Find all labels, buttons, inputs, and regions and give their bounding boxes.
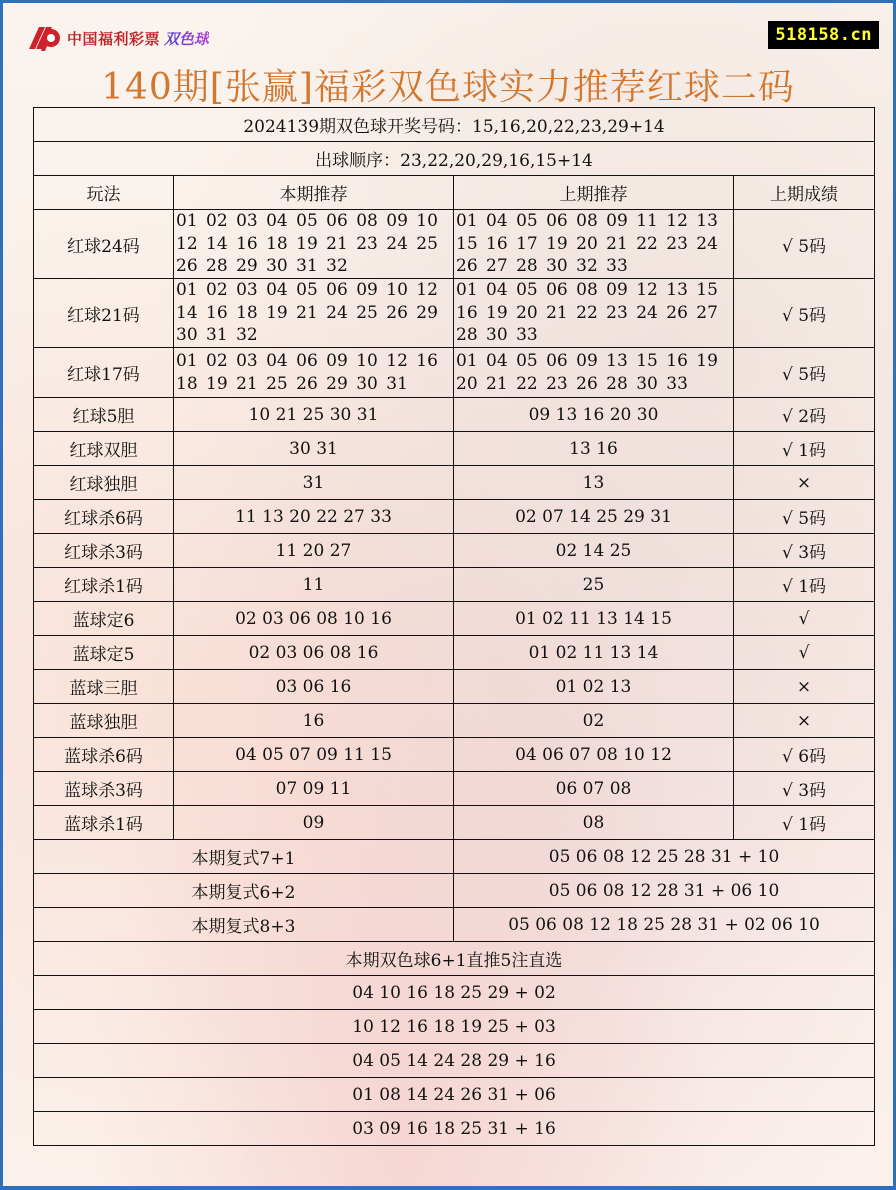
row-current: 03 06 16 [174, 670, 454, 704]
pick-value: 10 12 16 18 19 25 + 03 [34, 1010, 875, 1044]
compound-label: 本期复式6+2 [34, 874, 454, 908]
row-label: 红球杀6码 [34, 500, 174, 534]
row-current: 16 [174, 704, 454, 738]
row-label: 蓝球杀1码 [34, 806, 174, 840]
row-result: √ 1码 [734, 432, 875, 466]
table-row [34, 398, 875, 432]
draw-result-row [34, 108, 875, 142]
compound-row [34, 874, 875, 908]
row-current: 10 21 25 30 31 [174, 398, 454, 432]
table-row [34, 602, 875, 636]
table-row [34, 636, 875, 670]
row-current: 01 02 03 04 05 06 09 10 12 14 16 18 19 21 24 25 26 29 30 31 32 [174, 279, 454, 348]
compound-value: 05 06 08 12 28 31 + 06 10 [454, 874, 875, 908]
pick-row [34, 1044, 875, 1078]
row-result: √ 3码 [734, 534, 875, 568]
table-row [34, 210, 875, 279]
table-header-row [34, 176, 875, 210]
compound-row [34, 840, 875, 874]
row-current: 02 03 06 08 16 [174, 636, 454, 670]
row-previous: 01 04 05 06 08 09 11 12 13 15 16 17 19 20 21 22 23 24 26 27 28 30 32 33 [454, 210, 734, 279]
row-result: √ 1码 [734, 806, 875, 840]
row-current: 09 [174, 806, 454, 840]
logo-text: 中国福利彩票 [67, 29, 161, 48]
compound-label: 本期复式7+1 [34, 840, 454, 874]
compound-value: 05 06 08 12 25 28 31 + 10 [454, 840, 875, 874]
row-previous: 06 07 08 [454, 772, 734, 806]
picks-title: 本期双色球6+1直推5注直选 [34, 942, 875, 976]
row-current: 30 31 [174, 432, 454, 466]
pick-value: 03 09 16 18 25 31 + 16 [34, 1112, 875, 1146]
draw-order-row [34, 142, 875, 176]
compound-value: 05 06 08 12 18 25 28 31 + 02 06 10 [454, 908, 875, 942]
row-current: 11 [174, 568, 454, 602]
row-result: × [734, 670, 875, 704]
row-result: √ 5码 [734, 279, 875, 348]
row-label: 蓝球杀3码 [34, 772, 174, 806]
row-current: 02 03 06 08 10 16 [174, 602, 454, 636]
row-label: 红球独胆 [34, 466, 174, 500]
row-current: 01 02 03 04 06 09 10 12 16 18 19 21 25 26 29 30 31 [174, 348, 454, 398]
row-previous: 04 06 07 08 10 12 [454, 738, 734, 772]
row-current: 01 02 03 04 05 06 08 09 10 12 14 16 18 19 21 23 24 25 26 28 29 30 31 32 [174, 210, 454, 279]
row-label: 红球杀1码 [34, 568, 174, 602]
header-previous: 上期推荐 [454, 176, 734, 210]
row-previous: 02 07 14 25 29 31 [454, 500, 734, 534]
row-current: 11 20 27 [174, 534, 454, 568]
page-title: 140期[张赢]福彩双色球实力推荐红球二码 [101, 67, 795, 108]
row-result: √ 6码 [734, 738, 875, 772]
header-result: 上期成绩 [734, 176, 875, 210]
pick-value: 01 08 14 24 26 31 + 06 [34, 1078, 875, 1112]
row-result: √ [734, 602, 875, 636]
pick-value: 04 10 16 18 25 29 + 02 [34, 976, 875, 1010]
prediction-table [33, 107, 875, 1146]
lottery-logo [23, 23, 209, 53]
row-previous: 25 [454, 568, 734, 602]
row-result: √ 5码 [734, 210, 875, 279]
row-previous: 13 16 [454, 432, 734, 466]
row-result: √ 5码 [734, 348, 875, 398]
draw-order-text: 出球顺序：23,22,20,29,16,15+14 [34, 142, 875, 176]
pick-row [34, 1112, 875, 1146]
row-previous: 02 [454, 704, 734, 738]
row-label: 红球5胆 [34, 398, 174, 432]
row-previous: 01 04 05 06 08 09 12 13 15 16 19 20 21 22 23 24 26 27 28 30 33 [454, 279, 734, 348]
row-label: 红球17码 [34, 348, 174, 398]
row-label: 蓝球定6 [34, 602, 174, 636]
table-row [34, 738, 875, 772]
pick-row [34, 1010, 875, 1044]
row-result: × [734, 704, 875, 738]
table-row [34, 466, 875, 500]
pick-value: 04 05 14 24 28 29 + 16 [34, 1044, 875, 1078]
row-label: 红球杀3码 [34, 534, 174, 568]
compound-label: 本期复式8+3 [34, 908, 454, 942]
row-label: 蓝球杀6码 [34, 738, 174, 772]
row-previous: 01 02 11 13 14 [454, 636, 734, 670]
table-row [34, 772, 875, 806]
table-row [34, 670, 875, 704]
picks-title-row [34, 942, 875, 976]
row-label: 红球双胆 [34, 432, 174, 466]
table-row [34, 806, 875, 840]
header-play-type: 玩法 [34, 176, 174, 210]
row-result: × [734, 466, 875, 500]
pick-row [34, 1078, 875, 1112]
table-row [34, 348, 875, 398]
table-row [34, 534, 875, 568]
row-previous: 01 04 05 06 09 13 15 16 19 20 21 22 23 26 28 30 33 [454, 348, 734, 398]
row-current: 07 09 11 [174, 772, 454, 806]
table-row [34, 704, 875, 738]
compound-row [34, 908, 875, 942]
welfare-lottery-logo-icon [23, 23, 63, 53]
row-current: 04 05 07 09 11 15 [174, 738, 454, 772]
row-previous: 02 14 25 [454, 534, 734, 568]
row-previous: 01 02 11 13 14 15 [454, 602, 734, 636]
logo-subtitle: 双色球 [164, 29, 210, 48]
row-current: 11 13 20 22 27 33 [174, 500, 454, 534]
row-previous: 08 [454, 806, 734, 840]
row-previous: 09 13 16 20 30 [454, 398, 734, 432]
row-previous: 13 [454, 466, 734, 500]
pick-row [34, 976, 875, 1010]
site-badge[interactable]: 518158.cn [768, 21, 879, 49]
row-result: √ 5码 [734, 500, 875, 534]
row-label: 红球24码 [34, 210, 174, 279]
row-current: 31 [174, 466, 454, 500]
row-result: √ [734, 636, 875, 670]
row-label: 蓝球定5 [34, 636, 174, 670]
row-result: √ 1码 [734, 568, 875, 602]
row-previous: 01 02 13 [454, 670, 734, 704]
row-label: 蓝球独胆 [34, 704, 174, 738]
row-label: 红球21码 [34, 279, 174, 348]
table-row [34, 568, 875, 602]
table-row [34, 500, 875, 534]
table-row [34, 279, 875, 348]
table-row [34, 432, 875, 466]
row-label: 蓝球三胆 [34, 670, 174, 704]
row-result: √ 3码 [734, 772, 875, 806]
draw-result-text: 2024139期双色球开奖号码：15,16,20,22,23,29+14 [34, 108, 875, 142]
header-current: 本期推荐 [174, 176, 454, 210]
row-result: √ 2码 [734, 398, 875, 432]
